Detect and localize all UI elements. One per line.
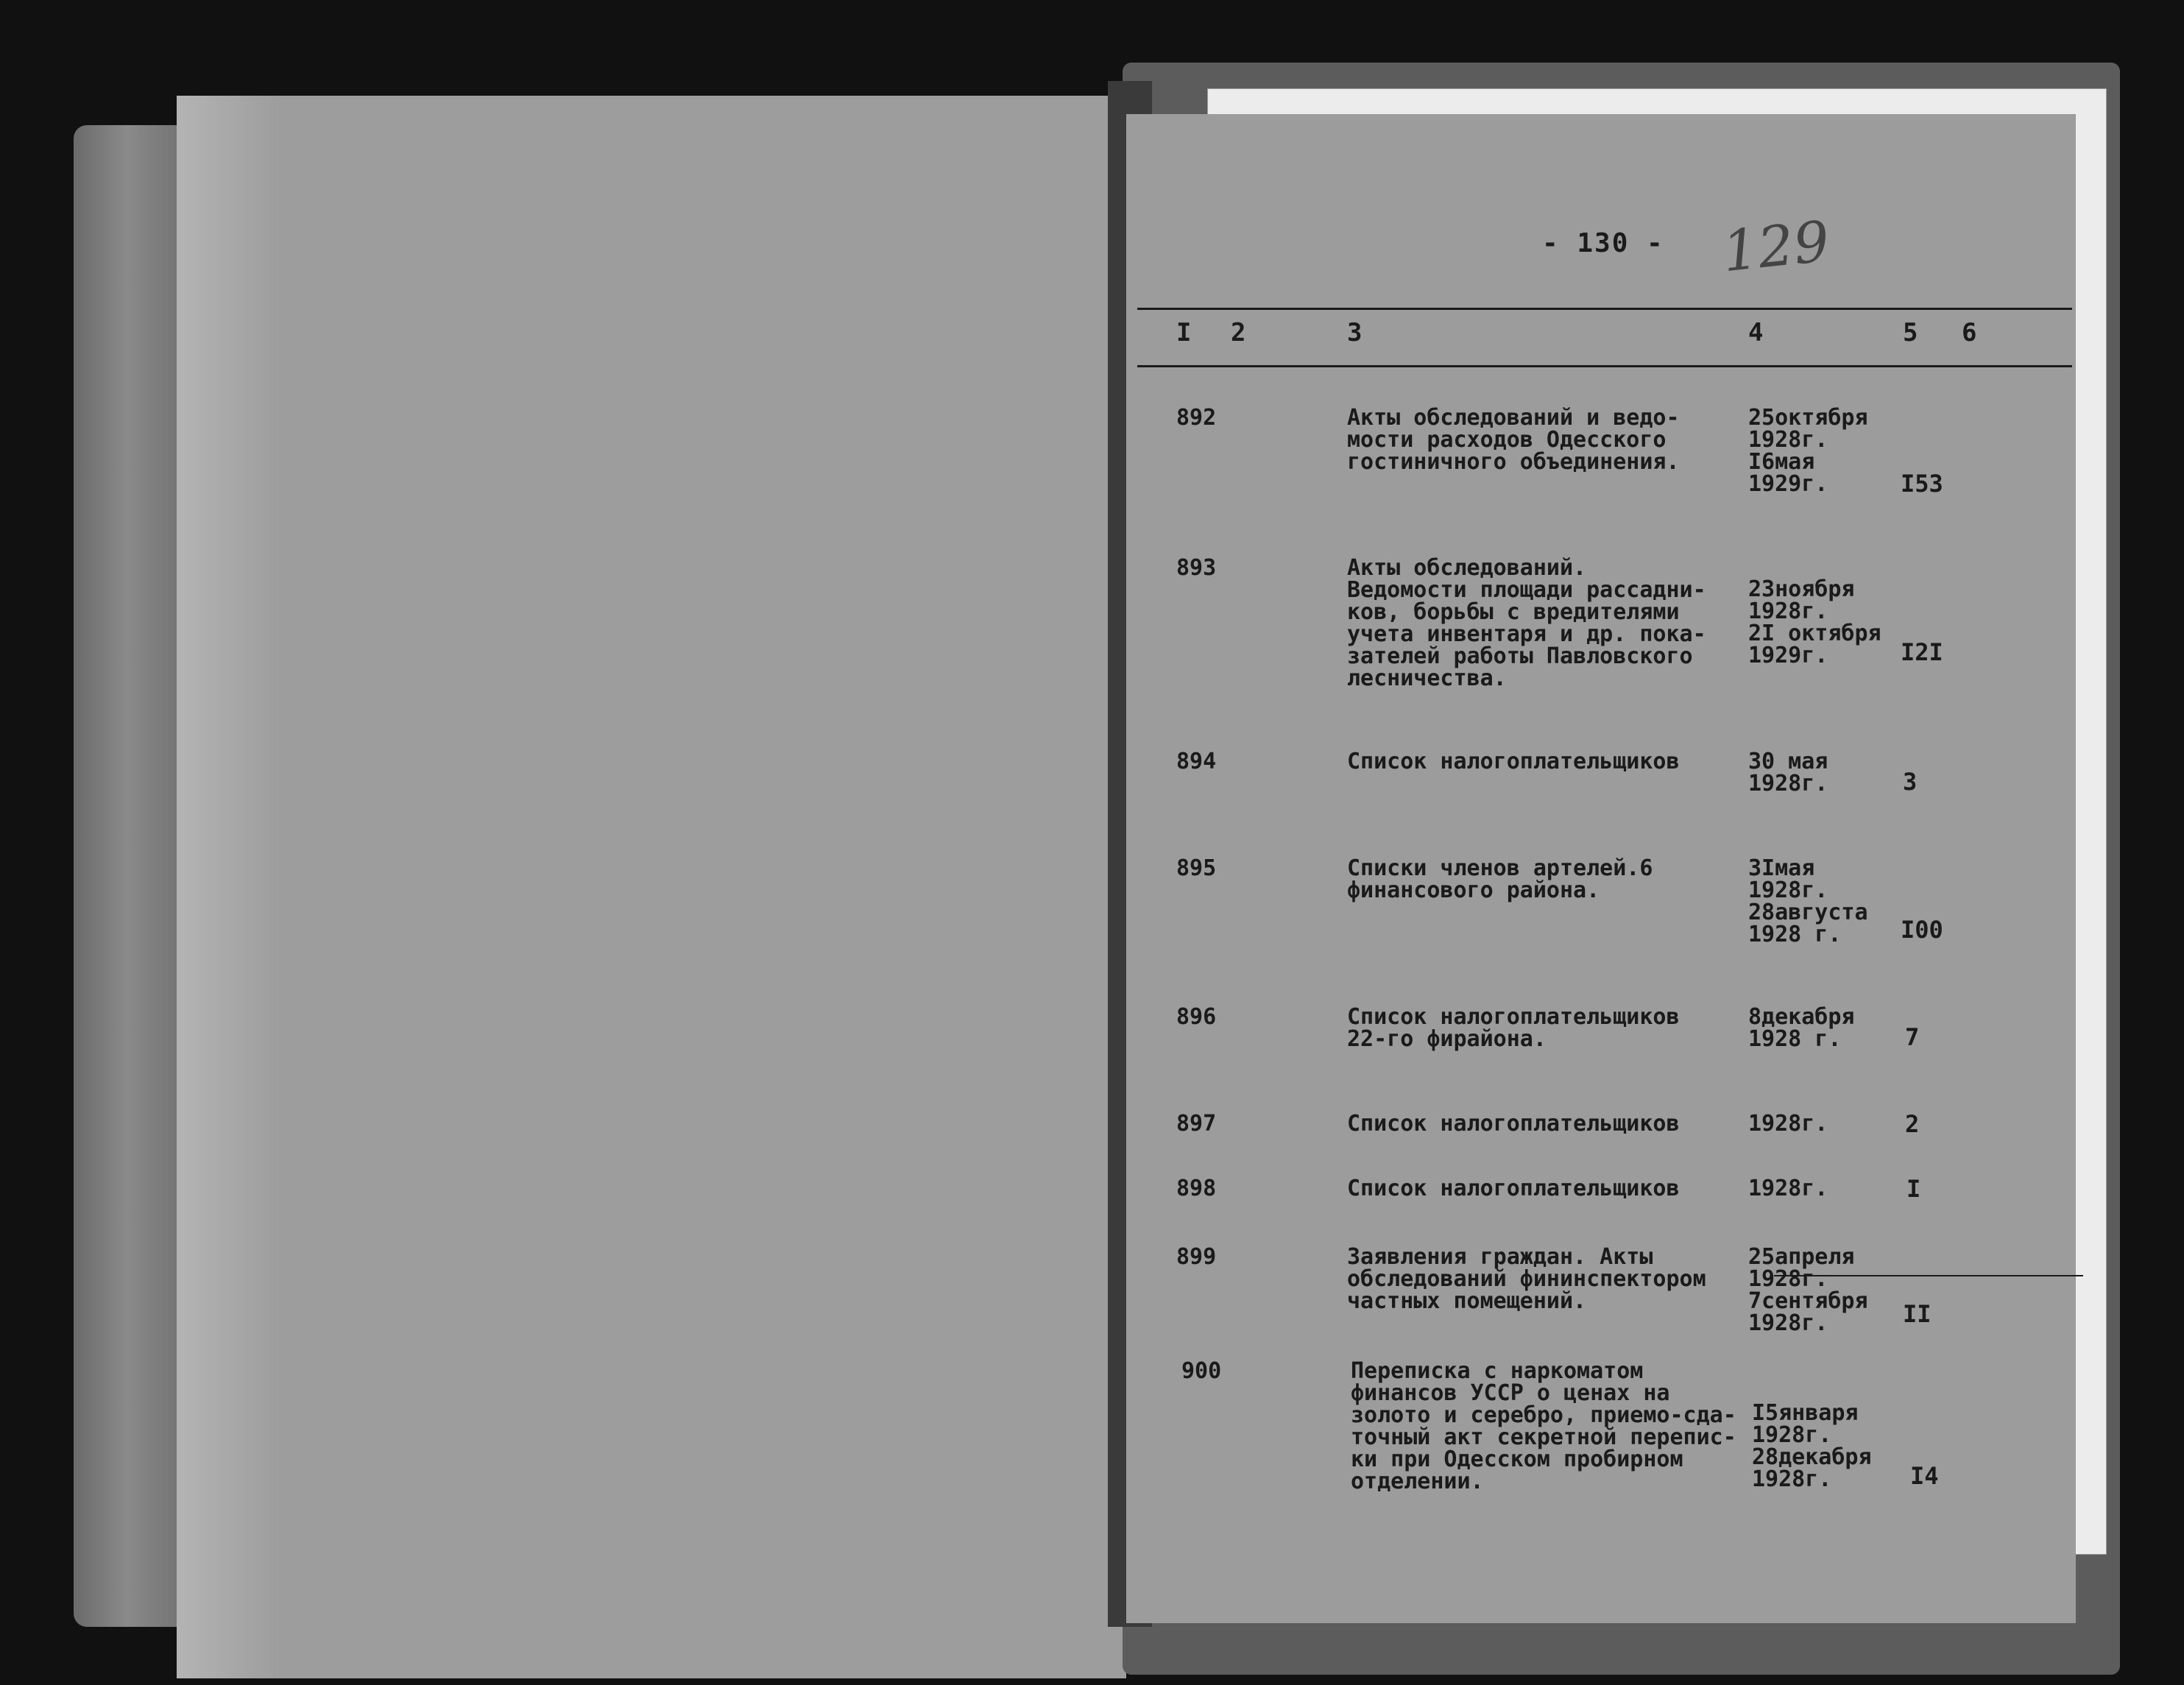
table-row-dates: 23ноября 1928г. 2I октября 1929г. bbox=[1748, 576, 1881, 668]
table-row-num: 899 bbox=[1176, 1244, 1217, 1270]
col-head-4: 4 bbox=[1748, 318, 1764, 347]
left-page-edge bbox=[177, 96, 280, 1678]
table-row-dates: 25апреля 1928г. 7сентября 1928г. bbox=[1748, 1244, 1868, 1336]
left-page-blank bbox=[177, 96, 1126, 1678]
col-head-5: 5 bbox=[1903, 318, 1918, 347]
table-row-title: Заявления граждан. Акты обследований фининспектором частных помещений. bbox=[1347, 1244, 1706, 1314]
printed-page-number: - 130 - bbox=[1542, 228, 1664, 258]
table-header-rule bbox=[1137, 365, 2072, 367]
table-row-count: I bbox=[1906, 1175, 1921, 1203]
table-row-title: Акты обследований и ведо- мости расходов Одесского гостиничного объединения. bbox=[1347, 405, 1680, 475]
col-head-1: I bbox=[1176, 318, 1192, 347]
table-top-rule bbox=[1137, 308, 2072, 310]
table-row-num: 894 bbox=[1176, 749, 1217, 774]
col-head-6: 6 bbox=[1962, 318, 1977, 347]
table-row-dates: 8декабря 1928 г. bbox=[1748, 1004, 1855, 1052]
table-row-num: 892 bbox=[1176, 405, 1217, 431]
handwritten-page-number: 129 bbox=[1719, 208, 1833, 285]
col-head-3: 3 bbox=[1347, 318, 1363, 347]
table-row-num: 896 bbox=[1176, 1004, 1217, 1030]
table-row-num: 898 bbox=[1176, 1176, 1217, 1201]
table-row-count: 7 bbox=[1905, 1023, 1920, 1051]
table-row-num: 897 bbox=[1176, 1111, 1217, 1137]
table-row-title: Список налогоплательщиков 22-го фирайона. bbox=[1347, 1004, 1680, 1052]
table-row-dates: 25октября 1928г. I6мая 1929г. bbox=[1748, 405, 1868, 497]
table-row-count: 2 bbox=[1905, 1110, 1920, 1138]
table-row-count: I00 bbox=[1901, 916, 1943, 944]
table-row-dates: 3Iмая 1928г. 28августа 1928 г. bbox=[1748, 855, 1868, 947]
table-row-num: 900 bbox=[1181, 1358, 1222, 1384]
table-row-title: Переписка с наркоматом финансов УССР о ценах на золото и серебро, приемо-сда- точный акт секретной перепис- ки при Одесском пробирном отделении. bbox=[1351, 1358, 1736, 1494]
table-row-count: II bbox=[1903, 1300, 1932, 1328]
table-row-title: Список налогоплательщиков bbox=[1347, 1111, 1680, 1137]
table-row-count: I4 bbox=[1910, 1462, 1939, 1490]
table-row-count: I2I bbox=[1901, 638, 1943, 666]
table-row-title: Список налогоплательщиков bbox=[1347, 1176, 1680, 1201]
table-row-title: Список налогоплательщиков bbox=[1347, 749, 1680, 774]
table-row-num: 893 bbox=[1176, 555, 1217, 581]
table-row-num: 895 bbox=[1176, 855, 1217, 881]
table-row-dates: 1928г. bbox=[1748, 1176, 1828, 1201]
table-row-dates: I5января 1928г. 28декабря 1928г. bbox=[1752, 1400, 1872, 1492]
table-row-title: Списки членов артелей.6 финансового района. bbox=[1347, 855, 1653, 903]
table-row-count: 3 bbox=[1903, 768, 1918, 796]
table-row-dates: 30 мая 1928г. bbox=[1748, 749, 1828, 796]
table-row-title: Акты обследований. Ведомости площади рассадни- ков, борьбы с вредителями учета инвентаря и др. пока- зателей работы Павловского лесничества. bbox=[1347, 555, 1706, 691]
table-row-count: I53 bbox=[1901, 470, 1943, 498]
col-head-2: 2 bbox=[1231, 318, 1246, 347]
table-row-dates: 1928г. bbox=[1748, 1111, 1828, 1137]
